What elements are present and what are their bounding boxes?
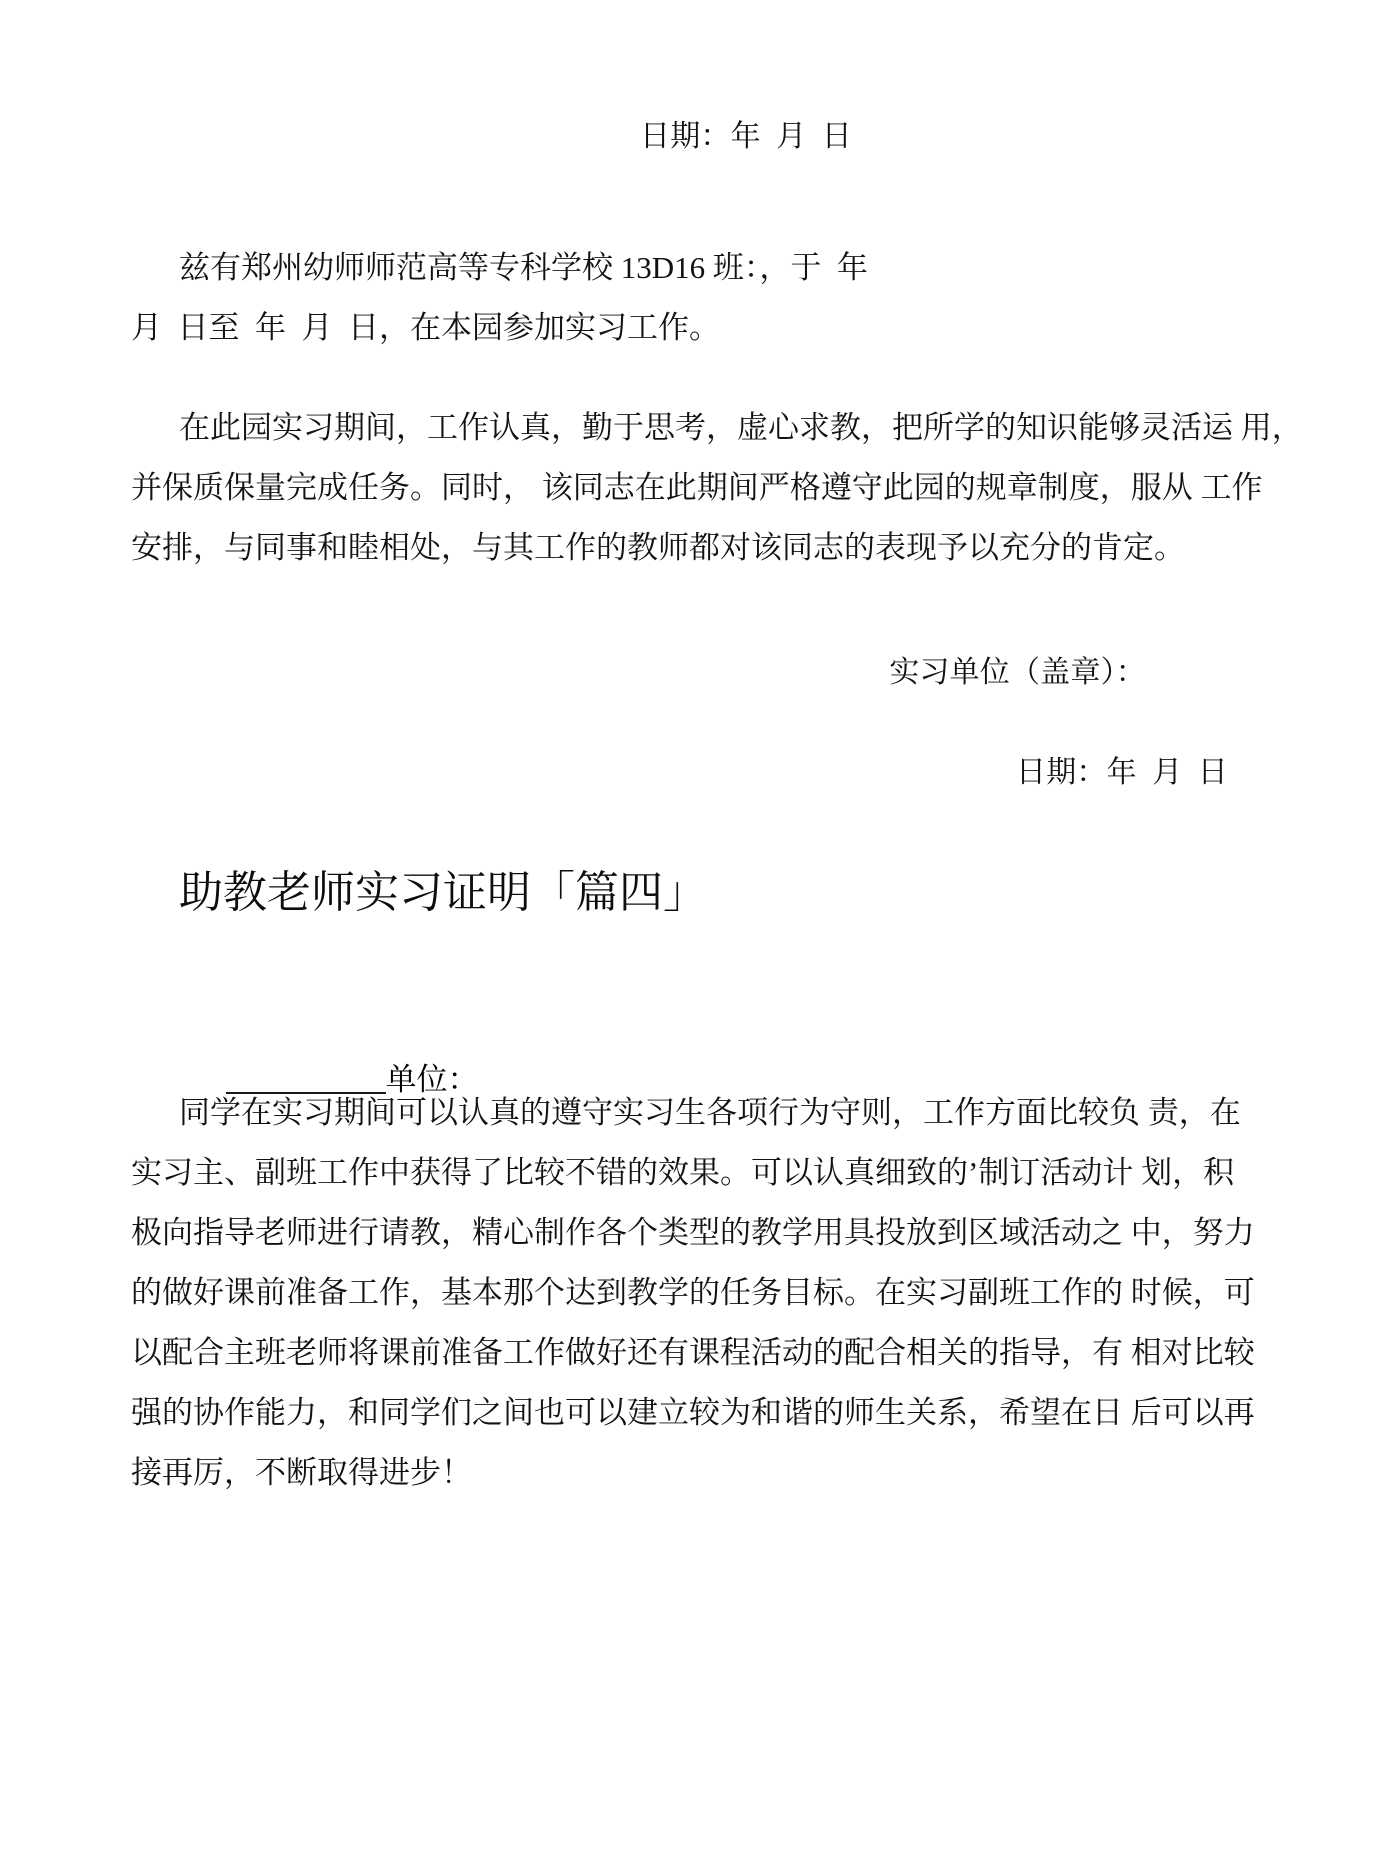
evaluation-line-1: 在此园实习期间，工作认真，勤于思考，虚心求教，把所学的知识能够灵活运 用， — [179, 410, 1303, 445]
certification-paragraph — [131, 238, 1251, 358]
unit-addressee-label: 单位： — [385, 1062, 479, 1097]
final-line-1: 同学在实习期间可以认真的遵守实习生各项行为守则，工作方面比较负 责，在 — [179, 1095, 1241, 1130]
final-line-4: 的做好课前准备工作，基本那个达到教学的任务目标。在实习副班工作的 时候，可 — [131, 1275, 1255, 1310]
final-line-2: 实习主、副班工作中获得了比较不错的效果。可以认真细致的’制订活动计 划，积 — [131, 1155, 1235, 1190]
final-line-6: 强的协作能力，和同学们之间也可以建立较为和谐的师生关系，希望在日 后可以再 — [131, 1395, 1255, 1430]
top-date-line — [131, 107, 1251, 167]
top-date-text: 日期：年 月 日 — [640, 120, 852, 153]
final-line-5: 以配合主班老师将课前准备工作做好还有课程活动的配合相关的指导，有 相对比较 — [131, 1335, 1255, 1370]
certification-line-1: 兹有郑州幼师师范高等专科学校 13D16 班：，于 年 — [179, 250, 868, 285]
evaluation-line-3: 安排，与同事和睦相处，与其工作的教师都对该同志的表现予以充分的肯定。 — [131, 530, 1185, 565]
signature-date-text: 日期：年 月 日 — [1016, 756, 1228, 789]
signature-date-line — [131, 743, 1251, 803]
final-line-7: 接再厉，不断取得进步！ — [131, 1455, 472, 1490]
evaluation-paragraph — [131, 398, 1303, 578]
unit-seal-line — [131, 643, 1251, 703]
certification-line-2: 月 日至 年 月 日，在本园参加实习工作。 — [131, 310, 720, 345]
final-paragraph — [131, 1083, 1261, 1503]
section-heading: 助教老师实习证明「篇四」 — [179, 868, 707, 917]
unit-seal-label: 实习单位（盖章）： — [889, 656, 1146, 689]
final-line-3: 极向指导老师进行请教，精心制作各个类型的教学用具投放到区域活动之 中，努力 — [131, 1215, 1255, 1250]
evaluation-line-2: 并保质保量完成任务。同时， 该同志在此期间严格遵守此园的规章制度，服从 工作 — [131, 470, 1263, 505]
